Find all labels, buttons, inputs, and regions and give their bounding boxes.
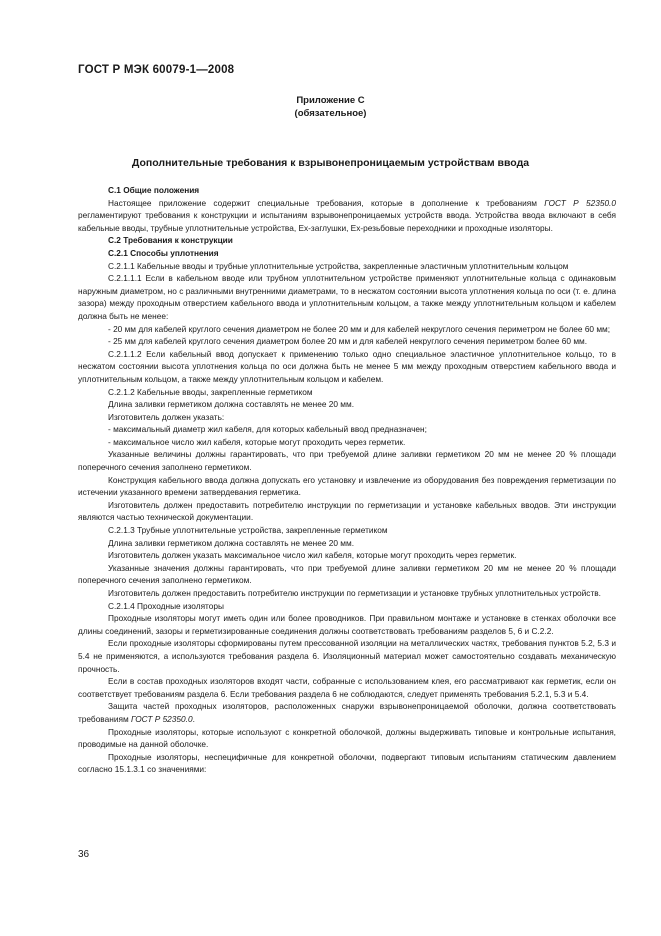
paragraph: Изготовитель должен указать: [108, 411, 225, 422]
paragraph: Проходные изоляторы, неспецифичные для конкретной оболочки, подвергают типовым испытаниям статическим давлением согласно 15.1.3.1 со значениями: [78, 751, 616, 775]
paragraph: Настоящее приложение содержит специальные требования, которые в дополнение к требованиям ГОСТ Р 52350.0 регламентируют требования к конструкции и испытаниям взрывонепроницаемых устройств ввода. Устройства ввода включают в себя кабельные вводы, трубные уплотнительные устройства, Ех-заглушки, Ех-резьбовые переходники и проходные изоляторы. [78, 197, 616, 233]
clause-heading: С.2.1.1 Кабельные вводы и трубные уплотнительные устройства, закрепленные эластичным уплотнительным кольцом [108, 260, 569, 271]
document-title: Дополнительные требования к взрывонепроницаемым устройствам ввода [131, 157, 530, 169]
section-heading: С.1 Общие положения [108, 185, 200, 195]
paragraph: Указанные величины должны гарантировать, что при требуемой длине заливки герметиком 20 мм не менее 20 % площади поперечного сечения заполнено герметиком. [78, 449, 616, 473]
paragraph: Длина заливки герметиком должна составлять не менее 20 мм. [108, 399, 355, 410]
list-item: - максимальное число жил кабеля, которые могут проходить через герметик. [108, 436, 406, 447]
appendix-status: (обязательное) [294, 108, 367, 119]
paragraph: Если проходные изоляторы сформированы путем прессованной изоляции на металлических частях, требования пунктов 5.2, 5.3 и 5.4 не применяются, а используются требования раздела 6. Изоляционный материал может самостоятельно создавать механическую прочность. [78, 638, 616, 674]
clause-heading: С.2.1.4 Проходные изоляторы [108, 600, 224, 611]
paragraph: Проходные изоляторы, которые используют с конкретной оболочкой, должны выдерживать типовые и контрольные испытания, проводимые на данной оболочке. [78, 726, 616, 750]
page-number: 36 [78, 849, 90, 860]
paragraph: Длина заливки герметиком должна составлять не менее 20 мм. [108, 537, 355, 548]
paragraph: Изготовитель должен предоставить потребителю инструкции по герметизации и установке кабельных вводов. Эти инструкции являются частью технической документации. [78, 499, 616, 523]
paragraph: С.2.1.1.1 Если в кабельном вводе или трубном уплотнительном устройстве применяют уплотнительные кольца с одинаковым наружным диаметром, но с различными внутренними диаметрами, то в несжатом состоянии высота уплотнения кольца по оси (т. е. длина зазора) между проходным отверстием кабельного ввода и уплотнительным кольцом, а также между уплотнительным кольцом и кабелем должна быть не менее: [78, 273, 616, 321]
paragraph: Защита частей проходных изоляторов, расположенных снаружи взрывонепроницаемой оболочки, должна соответствовать требованиям ГОСТ Р 52350.0. [78, 701, 616, 724]
paragraph: Если в состав проходных изоляторов входят части, собранные с использованием клея, его рассматривают как герметик, если он соответствует требованиям раздела 6. Если требования раздела 6 не соблюдаются, следует применять требования 5.2.1, 5.3 и 5.4. [78, 676, 616, 699]
paragraph: Конструкция кабельного ввода должна допускать его установку и извлечение из оборудования без повреждения герметизации по истечении указанного времени затвердевания герметика. [78, 474, 616, 498]
paragraph: Изготовитель должен указать максимальное число жил кабеля, которые могут проходить через герметик. [108, 550, 517, 561]
section-heading: С.2 Требования к конструкции [108, 235, 233, 246]
clause-heading: С.2.1.3 Трубные уплотнительные устройства, закрепленные герметиком [108, 525, 388, 536]
appendix-title: Приложение С [296, 95, 365, 106]
paragraph: Указанные значения должны гарантировать, что при требуемой длине заливки герметиком 20 мм не менее 20 % площади поперечного сечения заполнено герметиком. [78, 562, 616, 586]
list-item: - 25 мм для кабелей круглого сечения диаметром более 20 мм и для кабелей некруглого сечения периметром более 60 мм. [108, 336, 588, 347]
list-item: - 20 мм для кабелей круглого сечения диаметром не более 20 мм и для кабелей некруглого сечения периметром не более 60 мм; [108, 323, 611, 334]
paragraph: С.2.1.1.2 Если кабельный ввод допускает к применению только одно специальное эластичное уплотнительное кольцо, то в несжатом состоянии высота уплотнения кольца по оси должна быть не менее 5 мм между проходным отверстием кабельного ввода и уплотнительным кольцом, а также между уплотнительным кольцом и кабелем. [78, 348, 616, 384]
paragraph: Проходные изоляторы могут иметь один или более проводников. При правильном монтаже и установке в стенках оболочки все длины соединений, зазоры и герметизированные соединения должны соответствовать требованиям разделов 5, 6 и С.2.2. [78, 613, 616, 636]
paragraph: Изготовитель должен предоставить потребителю инструкции по герметизации и установке трубных уплотнительных устройств. [108, 588, 601, 598]
running-header: ГОСТ Р МЭК 60079-1—2008 [78, 64, 235, 76]
clause-heading: С.2.1.2 Кабельные вводы, закрепленные герметиком [108, 386, 313, 397]
subsection-heading: С.2.1 Способы уплотнения [108, 247, 219, 258]
list-item: - максимальный диаметр жил кабеля, для которых кабельный ввод предназначен; [108, 424, 427, 435]
body-text [78, 184, 616, 776]
